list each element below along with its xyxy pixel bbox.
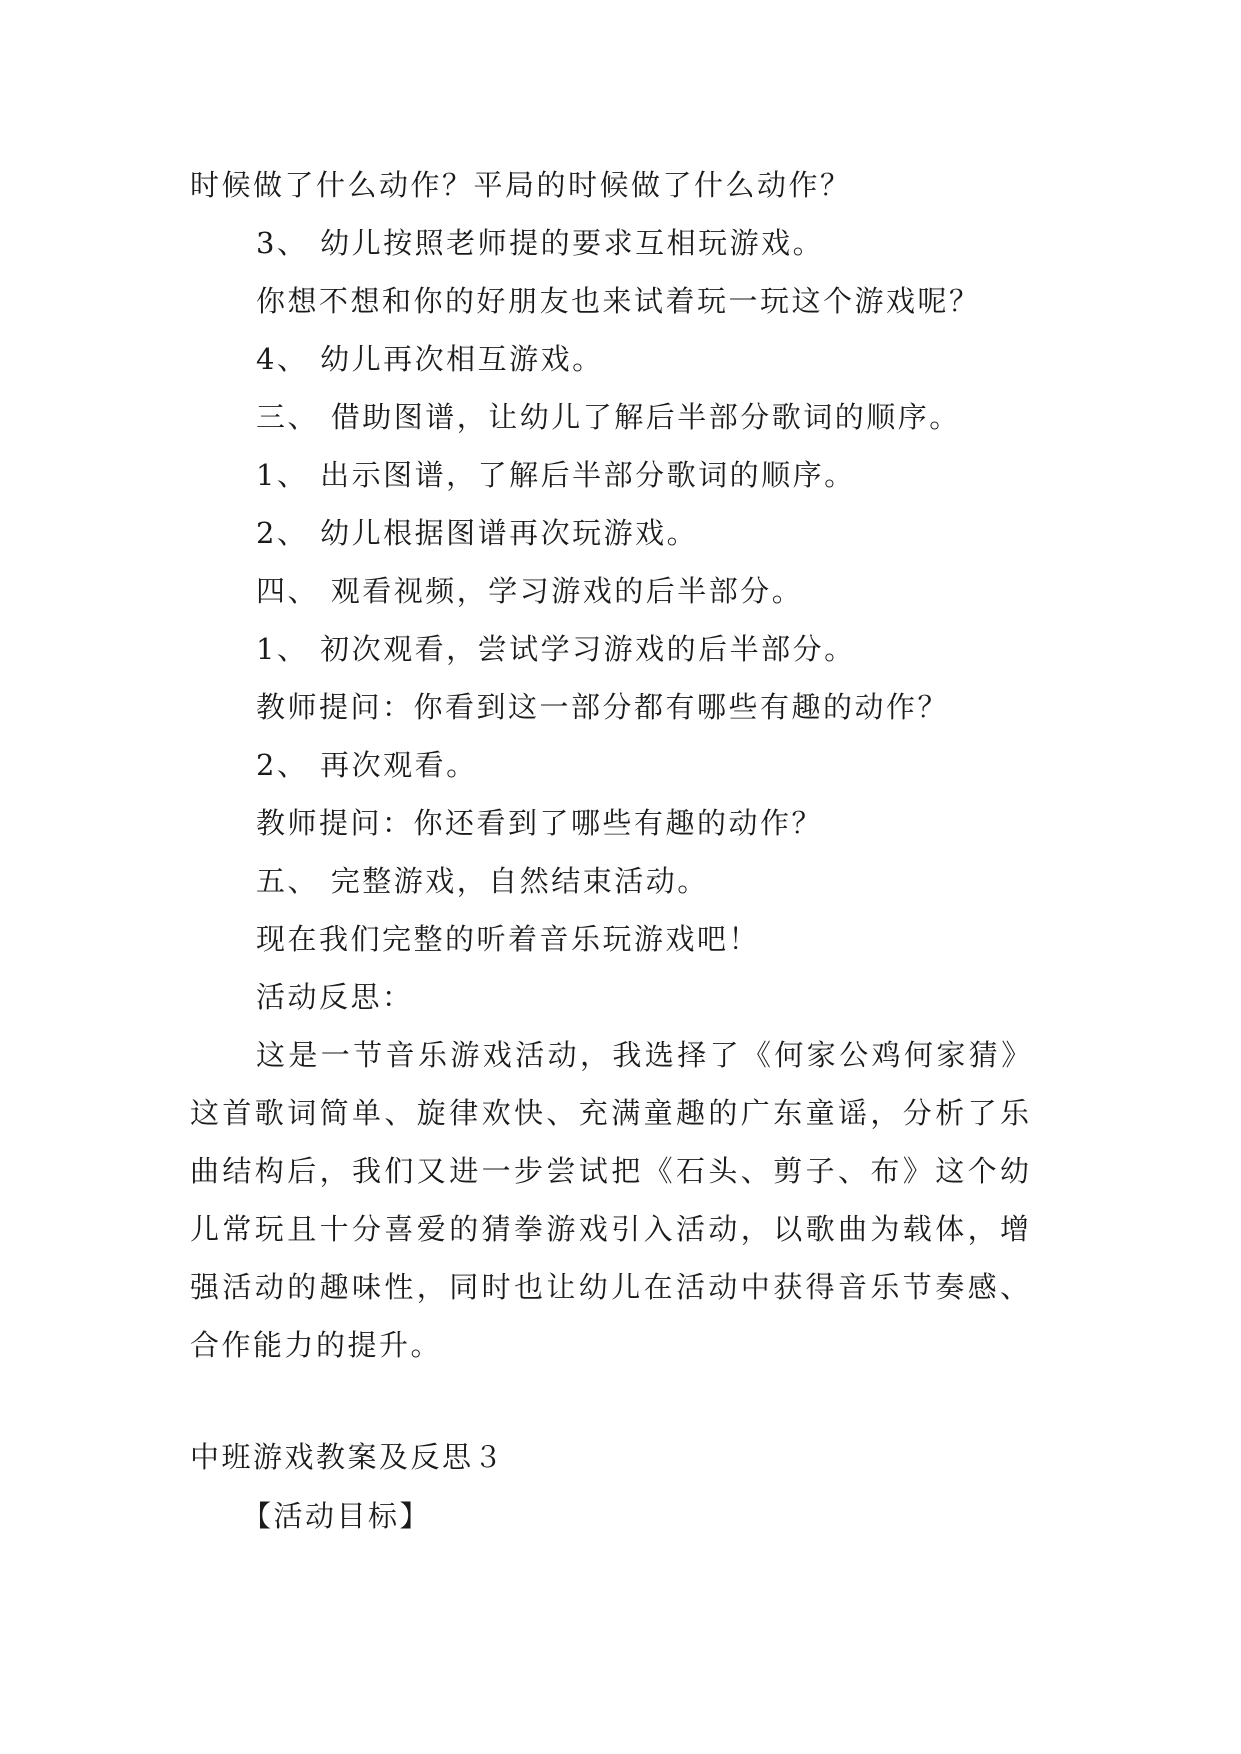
body-line: 现在我们完整的听着音乐玩游戏吧！ <box>256 922 761 956</box>
body-line: 1、 初次观看，尝试学习游戏的后半部分。 <box>256 632 856 666</box>
paragraph-line: 儿常玩且十分喜爱的猜拳游戏引入活动，以歌曲为载体，增 <box>190 1212 1033 1246</box>
reflection-label: 活动反思： <box>256 980 414 1014</box>
section-title: 中班游戏教案及反思３ <box>190 1440 506 1474</box>
paragraph-line: 这是一节音乐游戏活动，我选择了《何家公鸡何家猜》 <box>256 1038 1034 1072</box>
body-line: 教师提问：你还看到了哪些有趣的动作？ <box>256 806 824 840</box>
body-line: 2、 幼儿根据图谱再次玩游戏。 <box>256 516 699 550</box>
paragraph-line: 强活动的趣味性，同时也让幼儿在活动中获得音乐节奏感、 <box>190 1270 1033 1304</box>
paragraph-line: 曲结构后，我们又进一步尝试把《石头、剪子、布》这个幼 <box>190 1154 1033 1188</box>
body-line: 你想不想和你的好朋友也来试着玩一玩这个游戏呢？ <box>256 284 981 318</box>
body-line: 4、 幼儿再次相互游戏。 <box>256 342 604 376</box>
section-heading-line: 四、 观看视频，学习游戏的后半部分。 <box>256 574 804 608</box>
paragraph-line: 合作能力的提升。 <box>190 1328 443 1362</box>
body-line: 2、 再次观看。 <box>256 748 478 782</box>
body-line: 教师提问：你看到这一部分都有哪些有趣的动作？ <box>256 690 950 724</box>
body-line: 3、 幼儿按照老师提的要求互相玩游戏。 <box>256 226 825 260</box>
section-heading-line: 五、 完整游戏，自然结束活动。 <box>256 864 709 898</box>
section-heading: 【活动目标】 <box>242 1499 432 1533</box>
body-line: 1、 出示图谱，了解后半部分歌词的顺序。 <box>256 458 856 492</box>
section-heading-line: 三、 借助图谱，让幼儿了解后半部分歌词的顺序。 <box>256 400 961 434</box>
body-line: 时候做了什么动作？平局的时候做了什么动作？ <box>190 168 852 202</box>
paragraph-line: 这首歌词简单、旋律欢快、充满童趣的广东童谣，分析了乐 <box>190 1096 1033 1130</box>
